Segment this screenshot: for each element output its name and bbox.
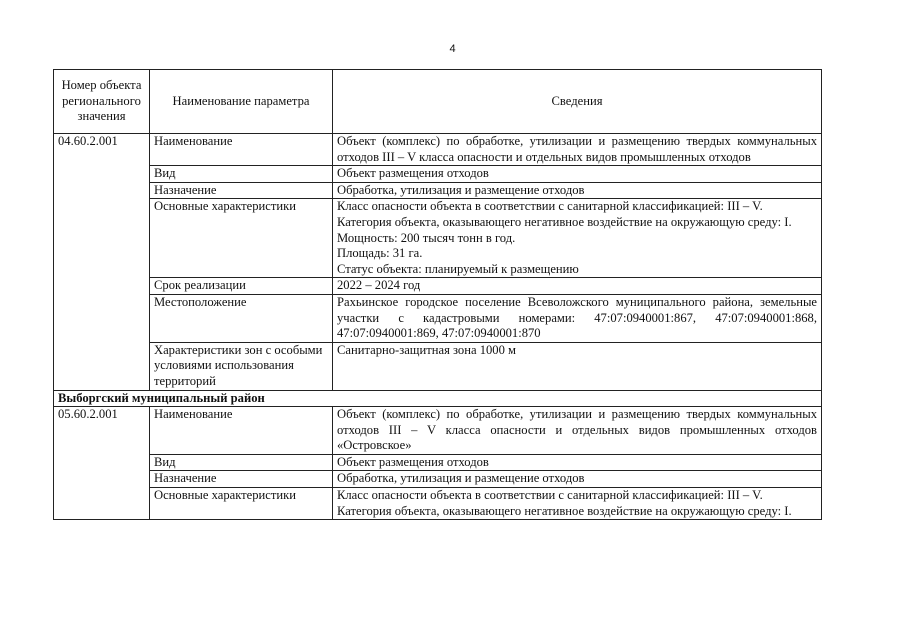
page-number: 4 <box>449 43 456 55</box>
table-header-row <box>54 70 822 134</box>
table-row <box>54 294 822 342</box>
param-value: Рахьинское городское поселение Всеволожского муниципального района, земельные участки с кадастровыми номерами: 47:07:0940001:867, 47:07:0940001:868, 47:07:0940001:869, 47:07:0940001:870 <box>333 294 822 342</box>
param-value: Санитарно-защитная зона 1000 м <box>333 342 822 390</box>
table-row <box>54 278 822 295</box>
table-row <box>54 488 822 520</box>
param-value: Объект размещения отходов <box>333 454 822 471</box>
param-value: Объект размещения отходов <box>333 166 822 183</box>
param-name: Местоположение <box>150 294 333 342</box>
param-name: Вид <box>150 166 333 183</box>
param-value: Класс опасности объекта в соответствии с санитарной классификацией: III – V. Категория объекта, оказывающего негативное воздействие на окружающую среду: I. <box>333 488 822 520</box>
param-value: 2022 – 2024 год <box>333 278 822 295</box>
region-row <box>54 390 822 407</box>
param-value: Класс опасности объекта в соответствии с санитарной классификацией: III – V. Категория объекта, оказывающего негативное воздействие на окружающую среду: I. Мощность: 200 тысяч тонн в год. Площадь: 31 га. Статус объекта: планируемый к размещению <box>333 199 822 278</box>
param-value: Обработка, утилизация и размещение отходов <box>333 471 822 488</box>
object-code: 04.60.2.001 <box>54 134 150 391</box>
param-name: Характеристики зон с особыми условиями использования территорий <box>150 342 333 390</box>
param-name: Наименование <box>150 407 333 455</box>
table-row <box>54 182 822 199</box>
param-name: Наименование <box>150 134 333 166</box>
header-object-number: Номер объекта регионального значения <box>54 70 150 134</box>
param-value: Обработка, утилизация и размещение отходов <box>333 182 822 199</box>
param-value: Объект (комплекс) по обработке, утилизации и размещению твердых коммунальных отходов III – V класса опасности и отдельных видов промышленных отходов <box>333 134 822 166</box>
param-name: Основные характеристики <box>150 488 333 520</box>
param-name: Назначение <box>150 471 333 488</box>
table-row <box>54 199 822 278</box>
table-row <box>54 471 822 488</box>
object-code: 05.60.2.001 <box>54 407 150 520</box>
table-row <box>54 407 822 455</box>
param-name: Назначение <box>150 182 333 199</box>
table-row <box>54 454 822 471</box>
header-parameter-name: Наименование параметра <box>150 70 333 134</box>
regional-objects-table <box>53 69 822 520</box>
param-name: Основные характеристики <box>150 199 333 278</box>
table-row <box>54 166 822 183</box>
param-name: Срок реализации <box>150 278 333 295</box>
param-name: Вид <box>150 454 333 471</box>
region-name: Выборгский муниципальный район <box>54 390 822 407</box>
table-body <box>54 134 822 520</box>
table-row <box>54 134 822 166</box>
param-value: Объект (комплекс) по обработке, утилизации и размещению твердых коммунальных отходов III – V класса опасности и отдельных видов промышленных отходов «Островское» <box>333 407 822 455</box>
header-details: Сведения <box>333 70 822 134</box>
table-row <box>54 342 822 390</box>
